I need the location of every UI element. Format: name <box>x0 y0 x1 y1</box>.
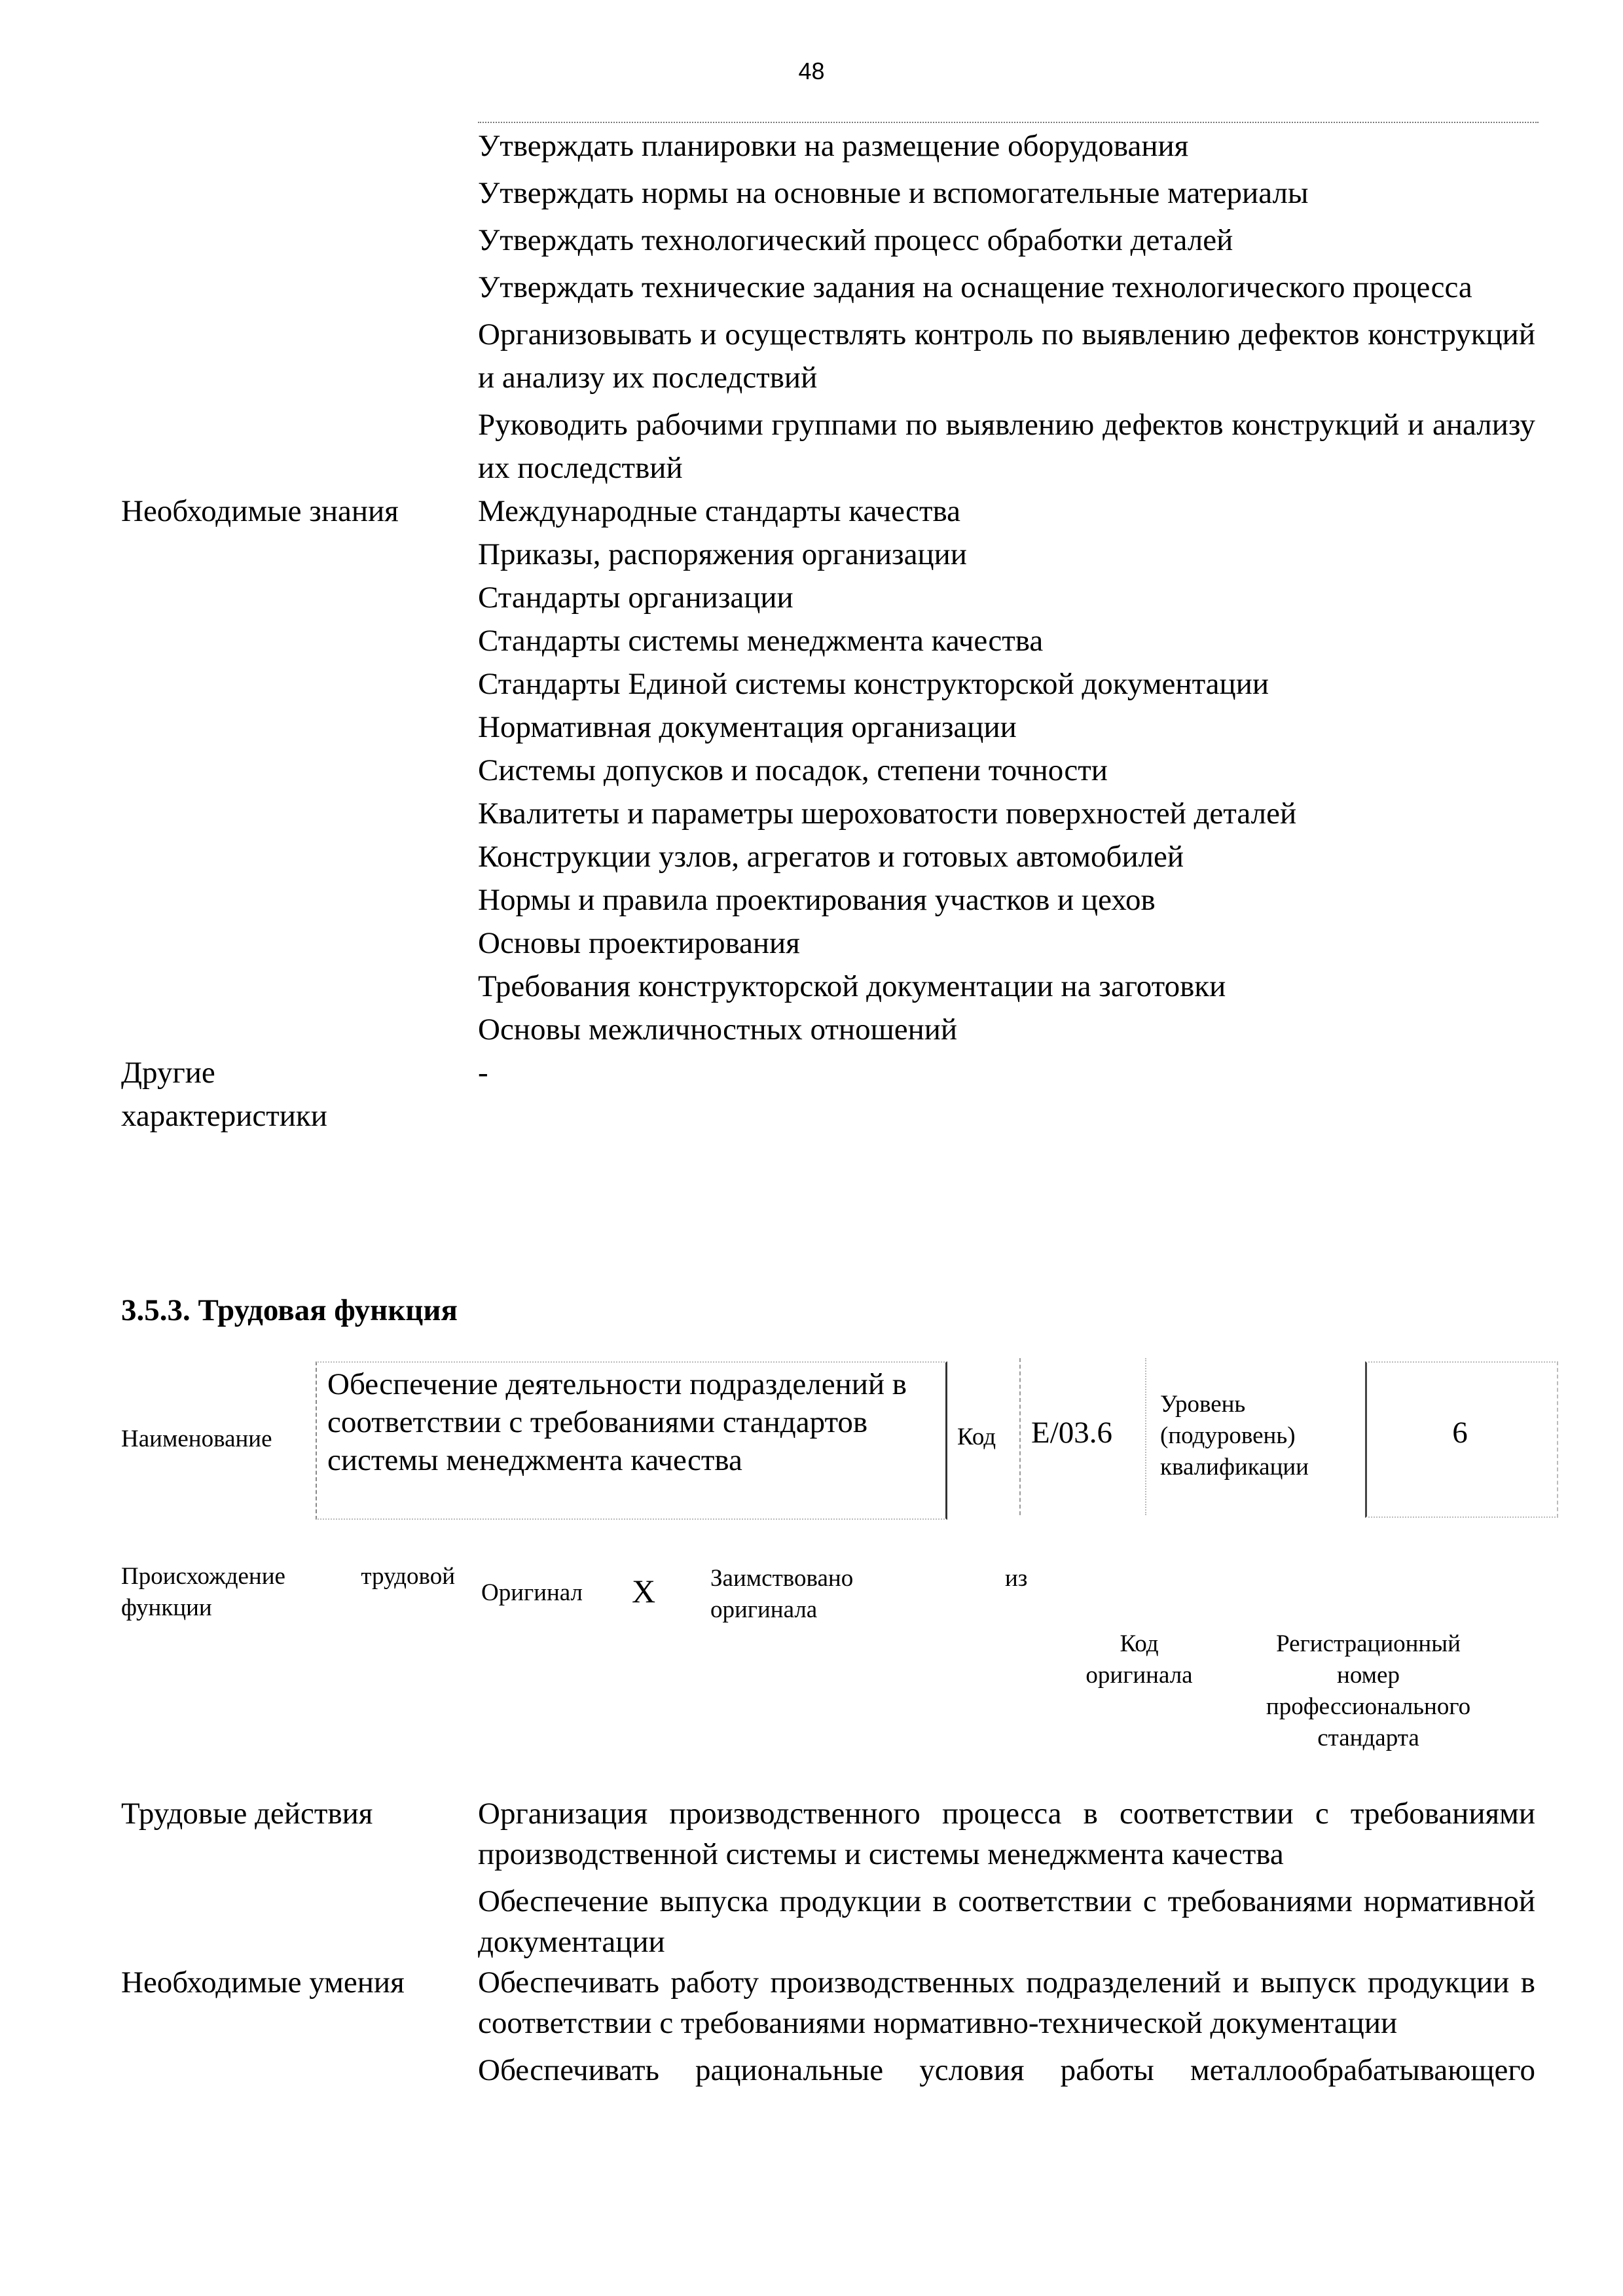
knowledge-item: Системы допусков и посадок, степени точности <box>478 753 1108 787</box>
knowledge-item: Международные стандарты качества <box>478 494 960 528</box>
skills-label: Необходимые умения <box>121 1965 405 2000</box>
skill-item: Обеспечивать работу производственных подразделений и выпуск продукции в соответствии с требованиями нормативно-технической документации <box>478 1965 1535 2040</box>
knowledge-item: Основы проектирования <box>478 926 800 960</box>
page-number: 48 <box>798 58 825 84</box>
action-item: Организация производственного процесса в соответствии с требованиями производственной системы и системы менеджмента качества <box>478 1797 1535 1871</box>
skill-item: Утверждать нормы на основные и вспомогательные материалы <box>478 176 1309 210</box>
skill-item: Утверждать планировки на размещение оборудования <box>478 129 1189 163</box>
knowledge-item: Стандарты системы менеджмента качества <box>478 624 1044 658</box>
actions-label: Трудовые действия <box>121 1797 373 1831</box>
original-label: Оригинал <box>481 1579 583 1606</box>
action-item: Обеспечение выпуска продукции в соответствии с требованиями нормативной документации <box>478 1884 1535 1959</box>
code-value: E/03.6 <box>1031 1416 1113 1450</box>
original-mark: X <box>632 1573 656 1609</box>
knowledge-item: Стандарты организации <box>478 581 793 615</box>
knowledge-item: Нормы и правила проектирования участков и цехов <box>478 883 1156 917</box>
other-label: Другие характеристики <box>121 1056 327 1133</box>
knowledge-item: Приказы, распоряжения организации <box>478 537 967 571</box>
knowledge-item: Стандарты Единой системы конструкторской документации <box>478 667 1269 701</box>
skill-item: Руководить рабочими группами по выявлению дефектов конструкций и анализу их последствий <box>478 408 1535 485</box>
section-heading: 3.5.3. Трудовая функция <box>121 1293 458 1327</box>
name-label: Наименование <box>121 1426 272 1452</box>
prev-section-table <box>121 124 1535 1138</box>
function-table <box>121 1793 1535 2090</box>
code-label: Код <box>957 1424 996 1450</box>
skill-item: Обеспечивать рациональные условия работы металлообрабатывающего <box>478 2053 1535 2087</box>
from-label: из <box>1005 1565 1028 1592</box>
knowledge-item: Квалитеты и параметры шероховатости поверхностей деталей <box>478 797 1297 831</box>
reg-number-label: Регистрационный номер профессионального стандарта <box>1266 1630 1471 1751</box>
borrowed-label: Заимствовано оригинала <box>710 1565 854 1623</box>
level-value: 6 <box>1452 1416 1468 1450</box>
skill-item: Организовывать и осуществлять контроль по выявлению дефектов конструкций и анализу их последствий <box>478 317 1535 395</box>
knowledge-item: Конструкции узлов, агрегатов и готовых автомобилей <box>478 840 1184 874</box>
function-name: Обеспечение деятельности подразделений в соответствии с требованиями стандартов системы менеджмента качества <box>327 1367 907 1477</box>
skill-item: Утверждать технологический процесс обработки деталей <box>478 223 1233 257</box>
skill-item: Утверждать технические задания на оснащение технологического процесса <box>478 270 1472 304</box>
knowledge-item: Основы межличностных отношений <box>478 1013 958 1047</box>
origin-label: Происхождение трудовой функции <box>121 1563 455 1621</box>
knowledge-label: Необходимые знания <box>121 494 399 528</box>
original-code-label: Код оригинала <box>1085 1630 1193 1689</box>
knowledge-item: Требования конструкторской документации на заготовки <box>478 969 1226 1003</box>
knowledge-item: Нормативная документация организации <box>478 710 1017 744</box>
level-label: Уровень (подуровень) квалификации <box>1160 1391 1309 1480</box>
other-value: - <box>478 1056 488 1090</box>
top-rule <box>478 122 1539 123</box>
